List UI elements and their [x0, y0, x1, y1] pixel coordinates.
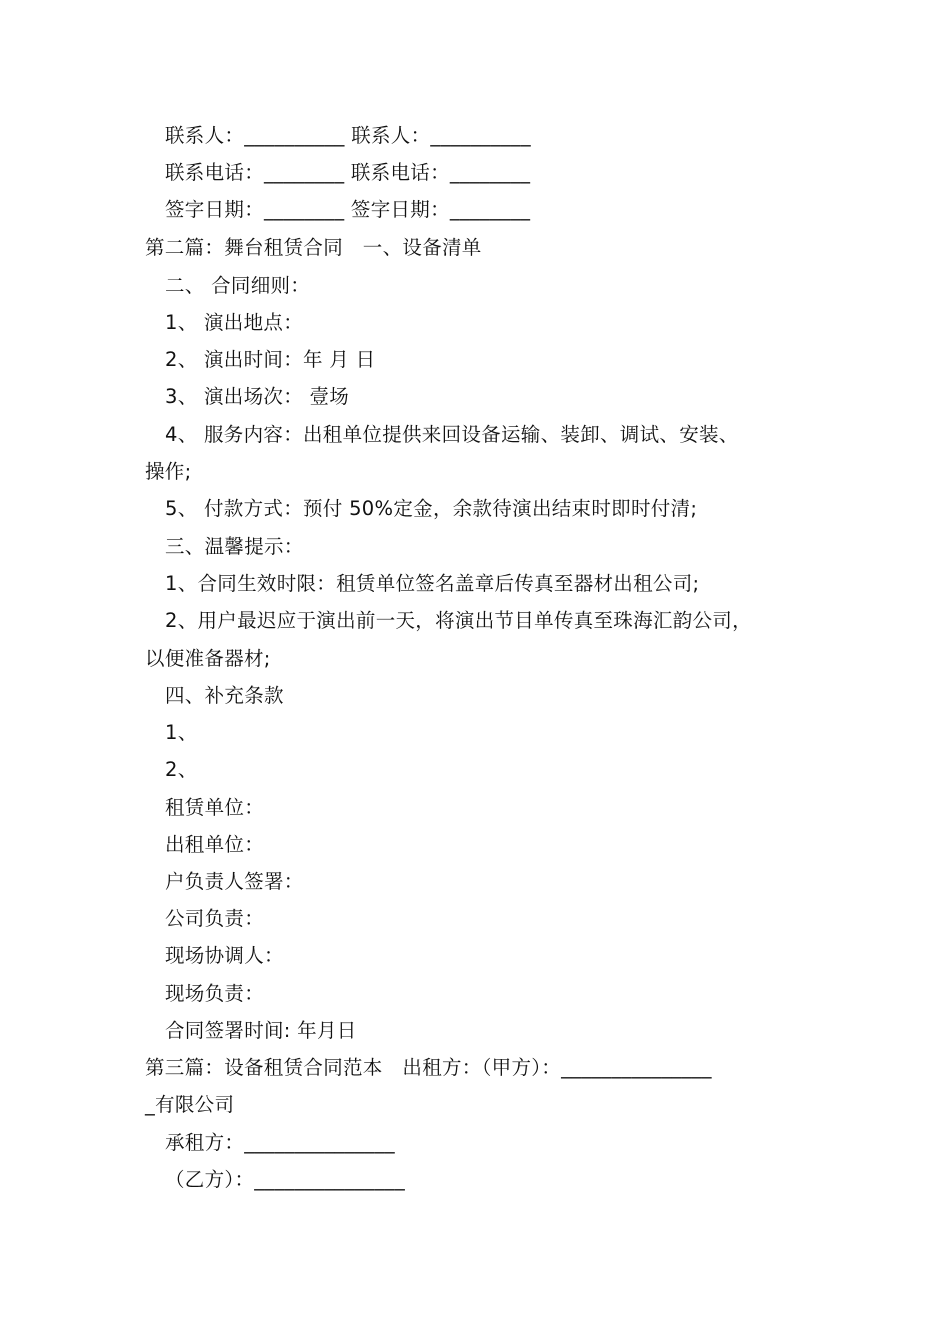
lessee-line: 承租方：_______________	[165, 1131, 395, 1154]
tip-item-2-continued: 以便准备器材;	[145, 647, 271, 670]
supplementary-item-1: 1、	[165, 721, 198, 744]
supplementary-terms-heading: 四、补充条款	[165, 684, 284, 707]
onsite-responsible-line: 现场负责：	[165, 982, 265, 1005]
party-b-line: （乙方）：_______________	[165, 1168, 405, 1191]
lessee-unit-line: 租赁单位：	[165, 796, 265, 819]
company-responsible-line: 公司负责：	[165, 907, 265, 930]
section-three-heading: 第三篇：设备租赁合同范本 出租方：（甲方）：_______________	[145, 1056, 712, 1079]
contact-person-line: 联系人：__________ 联系人：__________	[165, 124, 531, 147]
detail-item-3: 3、 演出场次： 壹场	[165, 385, 350, 408]
contact-phone-line: 联系电话：________ 联系电话：________	[165, 161, 531, 184]
tips-heading: 三、温馨提示：	[165, 535, 304, 558]
detail-item-5: 5、 付款方式：预付 50%定金，余款待演出结束时即时付清;	[165, 497, 698, 520]
detail-item-1: 1、 演出地点：	[165, 311, 304, 334]
tip-item-1: 1、合同生效时限：租赁单位签名盖章后传真至器材出租公司;	[165, 572, 700, 595]
signature-date-line: 签字日期：________ 签字日期：________	[165, 198, 531, 221]
section-two-heading: 第二篇：舞台租赁合同 一、设备清单	[145, 236, 482, 259]
supplementary-item-2: 2、	[165, 758, 198, 781]
contract-details-heading: 二、 合同细则：	[165, 274, 311, 297]
detail-item-2: 2、 演出时间：年 月 日	[165, 348, 376, 371]
tip-item-2: 2、用户最迟应于演出前一天，将演出节目单传真至珠海汇韵公司，	[165, 609, 752, 632]
client-signature-line: 户负责人签署：	[165, 870, 304, 893]
detail-item-4: 4、 服务内容：出租单位提供来回设备运输、装卸、调试、安装、	[165, 423, 739, 446]
detail-item-4-continued: 操作;	[145, 460, 192, 483]
lessor-unit-line: 出租单位：	[165, 833, 265, 856]
onsite-coordinator-line: 现场协调人：	[165, 944, 284, 967]
section-three-heading-continued: _有限公司	[145, 1093, 235, 1116]
contract-signing-time-line: 合同签署时间: 年月日	[165, 1019, 357, 1042]
